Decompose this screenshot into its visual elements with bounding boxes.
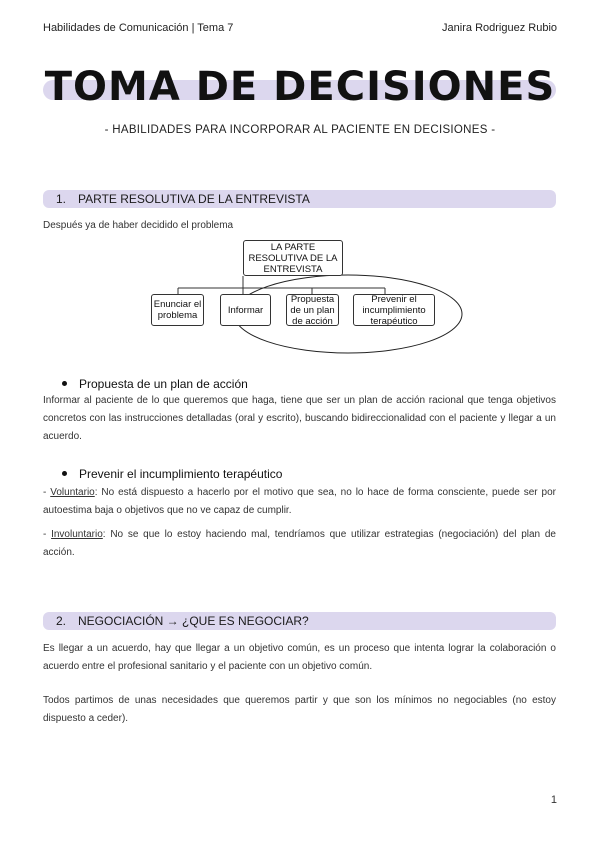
- bullet-propuesta-text: Informar al paciente de lo que queremos que haga, tiene que ser un plan de acción racional que tenga objetivos concretos con las instrucciones detalladas (oral y escrito), buscando bidireccionalidad con el paciente y llegar a un acuerdo.: [43, 395, 556, 442]
- section-2-title: NEGOCIACIÓN → ¿QUE ES NEGOCIAR?: [78, 614, 309, 628]
- page-number: 1: [550, 794, 557, 806]
- involuntario-text: : No se que lo estoy haciendo mal, tendríamos que utilizar estrategias (negociación) del plan de acción.: [43, 529, 556, 558]
- section-1-intro: Después ya de haber decidido el problema: [43, 220, 234, 231]
- bullet-prevenir: [62, 467, 282, 481]
- header-author: Janira Rodriguez Rubio: [442, 22, 557, 34]
- voluntario-text: : No está dispuesto a hacerlo por el motivo que sea, no lo hace de forma consciente, puede ser por autoestima baja o objetivos que no ve capaz de cumplir.: [43, 487, 556, 516]
- diagram-box-prevenir: Prevenir el incumplimiento terapéutico: [353, 294, 435, 326]
- section-1-number: 1.: [56, 192, 67, 206]
- diagram-root-box: LA PARTE RESOLUTIVA DE LA ENTREVISTA: [243, 240, 343, 276]
- bullet-prevenir-title: Prevenir el incumplimiento terapéutico: [79, 467, 283, 481]
- section-2-paragraph-2: Todos partimos de unas necesidades que queremos partir y que son los mínimos no negociables (no estoy dispuesto a ceder).: [43, 695, 556, 724]
- section-2-number: 2.: [56, 614, 67, 628]
- bullet-dot: [62, 381, 67, 386]
- voluntario-label: Voluntario: [50, 487, 95, 498]
- bullet-propuesta-title: Propuesta de un plan de acción: [79, 377, 248, 391]
- diagram-box-propuesta: Propuesta de un plan de acción: [286, 294, 339, 326]
- page-title: TOMA DE DECISIONES: [44, 64, 556, 110]
- section-2-paragraph-1: Es llegar a un acuerdo, hay que llegar a un objetivo común, es un proceso que intenta lograr la colaboración o acuerdo entre el profesional sanitario y el paciente con un objetivo común.: [43, 643, 556, 672]
- voluntario-paragraph: - Voluntario: No está dispuesto a hacerlo por el motivo que sea, no lo hace de forma consciente, puede ser por autoestima baja o objetivos que no ve capaz de cumplir.: [43, 487, 556, 516]
- diagram-box-enunciar: Enunciar el problema: [151, 294, 204, 326]
- diagram-box-informar: Informar: [220, 294, 271, 326]
- page-subtitle: - HABILIDADES PARA INCORPORAR AL PACIENTE EN DECISIONES -: [104, 124, 496, 136]
- header-course: Habilidades de Comunicación | Tema 7: [43, 22, 234, 34]
- involuntario-label: Involuntario: [51, 529, 103, 540]
- bullet-propuesta: [62, 377, 248, 391]
- involuntario-paragraph: - Involuntario: No se que lo estoy haciendo mal, tendríamos que utilizar estrategias (negociación) del plan de acción.: [43, 529, 556, 558]
- section-1-title: PARTE RESOLUTIVA DE LA ENTREVISTA: [78, 192, 310, 206]
- bullet-dot: [62, 471, 67, 476]
